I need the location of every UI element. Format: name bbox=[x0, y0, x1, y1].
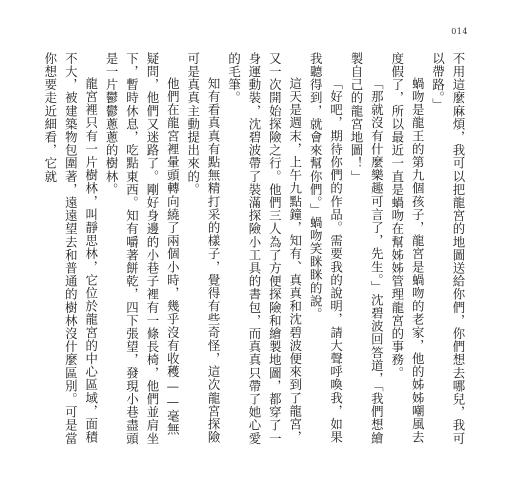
paragraph: 知有看真真有點無精打采的樣子，覺得有些奇怪，這次龍宮探險可是真真主動提出來的。 bbox=[185, 52, 222, 444]
vertical-text-body bbox=[42, 52, 468, 447]
page-number: 014 bbox=[451, 27, 468, 36]
paragraph: 蝸吻是龍王的第九個孩子，龍宮是蝸吻的老家，他的姊姊嘲風去度假了，所以最近一直是蝸吻在幫姊姊管理龍宮的事務。 bbox=[389, 52, 426, 444]
paragraph: 他們在龍宮裡暈頭轉向繞了兩個小時，幾乎沒有收穫——毫無疑問，他們又迷路了。剛好身邊的小巷子裡有一條長椅，他們並肩坐下，暫時休息，吃點東西。知有嚼著餅乾，四下張望，發現小巷盡頭是一片鬱鬱蔥蔥的樹林。 bbox=[104, 52, 181, 445]
paragraph: 「好吧，期待你們的作品。需要我的說明，請大聲呼喚我，如果我聽得到，就會來幫你們。」蝸吻笑眯眯的說。 bbox=[308, 52, 344, 444]
paragraph: 這天是週末，上午九點鐘，知有、真真和沈碧波便來到了龍宮，又一次開始探險之行。他們三人為了方便探險和繪製地圖，都穿了一身運動裝，沈碧波帶了裝滿探險小工具的書包，而真真只帶了她心愛的毛筆。 bbox=[226, 52, 303, 445]
paragraph: 「那就沒有什麼樂趣可言了，先生。」沈碧波回答道，「我們想繪製自己的龍宮地圖！」 bbox=[348, 52, 385, 445]
paragraph: 不用這麼麻煩，我可以把龍宮的地圖送給你們，你們想去哪兒，我可以帶路。」 bbox=[430, 52, 466, 445]
paragraph: 龍宮裡只有一片樹林，叫靜思林，它位於龍宮的中心區域，面積不大，被建築物包圍著，遠遠望去和普通的樹林沒什麼區別。可是當你想要走近細看，它就 bbox=[42, 52, 99, 445]
